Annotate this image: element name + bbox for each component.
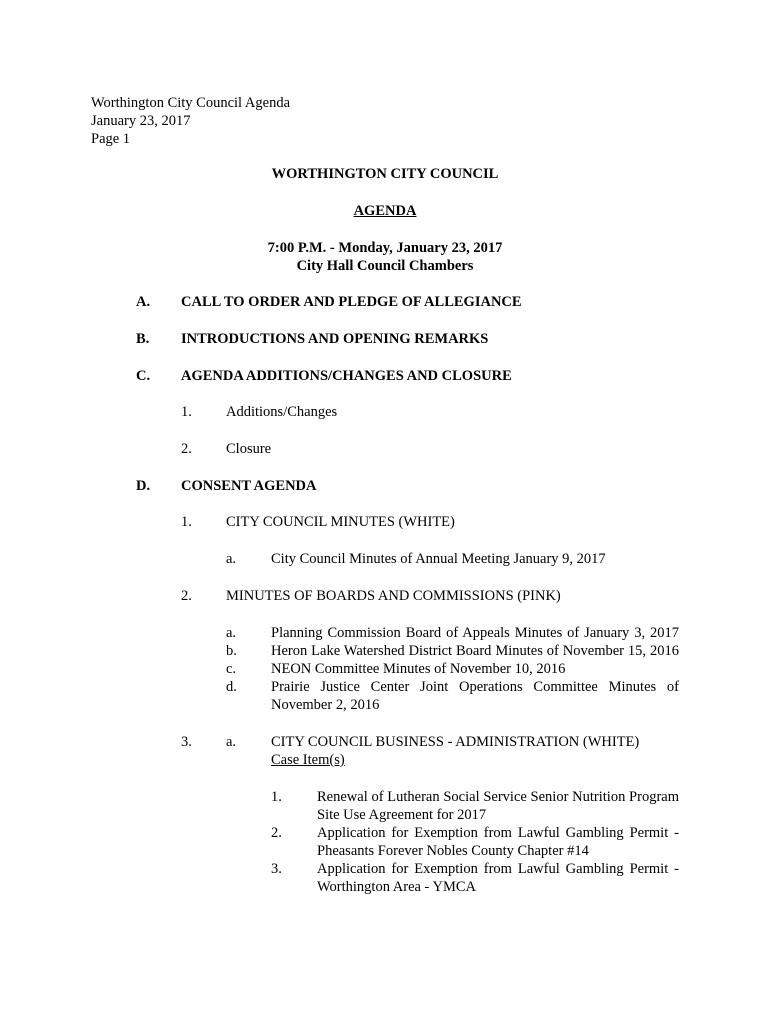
agenda-title: AGENDA	[353, 203, 417, 219]
list-item: Additions/Changes	[226, 404, 338, 420]
meeting-time: 7:00 P.M. - Monday, January 23, 2017	[267, 240, 503, 256]
case-item: Renewal of Lutheran Social Service Senior Nutrition Program	[317, 789, 679, 805]
list-item: Planning Commission Board of Appeals Minutes of January 3, 2017	[271, 625, 679, 641]
item-number: 1.	[181, 404, 192, 420]
item-number: 1.	[181, 514, 192, 530]
item-number: 2.	[181, 588, 192, 604]
case-items-heading: Case Item(s)	[271, 752, 345, 768]
case-item-continued: Site Use Agreement for 2017	[317, 807, 487, 823]
subsection-title: CITY COUNCIL BUSINESS - ADMINISTRATION (WHITE)	[271, 734, 640, 750]
section-a-title: CALL TO ORDER AND PLEDGE OF ALLEGIANCE	[181, 294, 522, 310]
item-number: 2.	[271, 825, 282, 841]
section-letter-d: D.	[136, 478, 151, 494]
list-item: NEON Committee Minutes of November 10, 2016	[271, 661, 566, 677]
item-number: 1.	[271, 789, 282, 805]
section-b-title: INTRODUCTIONS AND OPENING REMARKS	[181, 331, 489, 347]
section-letter-a: A.	[136, 294, 151, 310]
section-letter-c: C.	[136, 368, 151, 384]
case-item: Application for Exemption from Lawful Gambling Permit -	[317, 861, 679, 877]
sub-letter: a.	[226, 625, 237, 641]
sub-letter: a.	[226, 734, 237, 750]
header-title: Worthington City Council Agenda	[91, 95, 290, 111]
council-title: WORTHINGTON CITY COUNCIL	[271, 166, 499, 182]
sub-letter: a.	[226, 551, 237, 567]
item-number: 3.	[181, 734, 192, 750]
case-item-continued: Pheasants Forever Nobles County Chapter #14	[317, 843, 589, 859]
list-item: Prairie Justice Center Joint Operations Committee Minutes of	[271, 679, 679, 695]
header-page: Page 1	[91, 131, 131, 147]
sub-letter: d.	[226, 679, 237, 695]
case-item-continued: Worthington Area - YMCA	[317, 879, 476, 895]
list-item: City Council Minutes of Annual Meeting January 9, 2017	[271, 551, 606, 567]
sub-letter: b.	[226, 643, 237, 659]
case-item: Application for Exemption from Lawful Gambling Permit -	[317, 825, 679, 841]
section-d-title: CONSENT AGENDA	[181, 478, 317, 494]
meeting-place: City Hall Council Chambers	[296, 258, 474, 274]
item-number: 3.	[271, 861, 282, 877]
item-number: 2.	[181, 441, 192, 457]
list-item: Heron Lake Watershed District Board Minutes of November 15, 2016	[271, 643, 679, 659]
list-item: Closure	[226, 441, 272, 457]
list-item-continued: November 2, 2016	[271, 697, 380, 713]
section-letter-b: B.	[136, 331, 150, 347]
section-c-title: AGENDA ADDITIONS/CHANGES AND CLOSURE	[181, 368, 512, 384]
sub-letter: c.	[226, 661, 237, 677]
subsection-title: MINUTES OF BOARDS AND COMMISSIONS (PINK)	[226, 588, 561, 604]
subsection-title: CITY COUNCIL MINUTES (WHITE)	[226, 514, 455, 530]
header-date: January 23, 2017	[91, 113, 191, 129]
